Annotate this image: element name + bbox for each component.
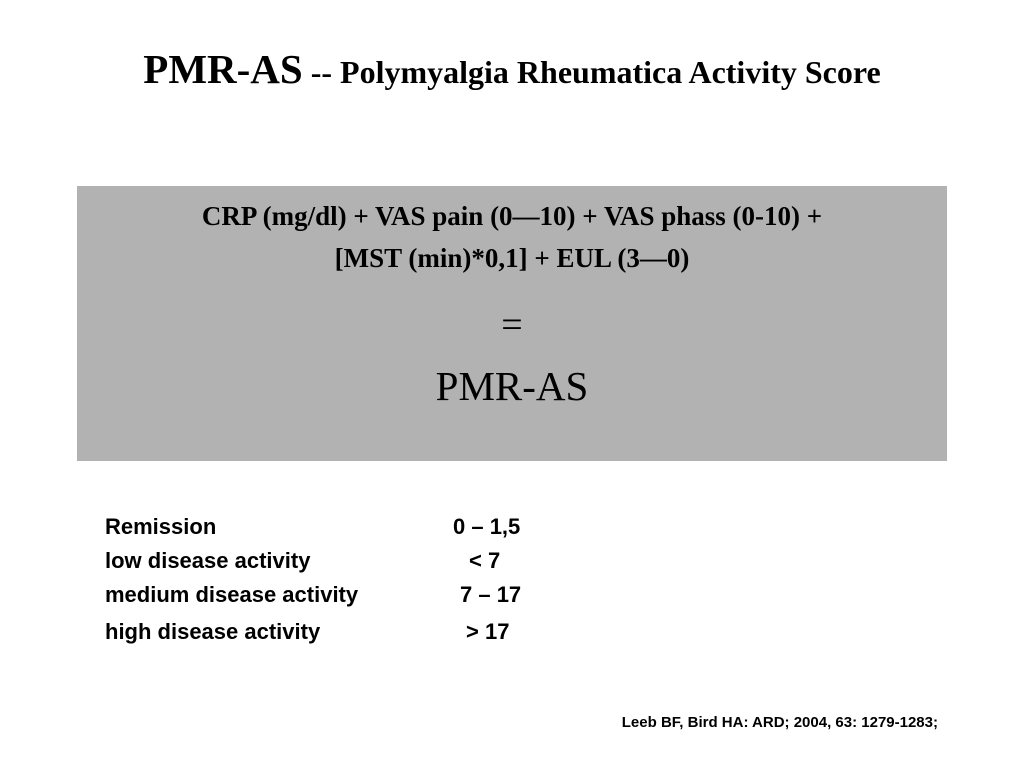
activity-level-label: high disease activity: [105, 619, 321, 644]
activity-level-row: [105, 619, 625, 653]
activity-level-value: > 17: [466, 619, 510, 644]
activity-level-row: [105, 582, 625, 616]
activity-levels-list: [105, 514, 625, 653]
activity-level-value: 0 – 1,5: [453, 514, 521, 539]
title-full-name: -- Polymyalgia Rheumatica Activity Score: [302, 54, 881, 90]
activity-level-label: medium disease activity: [105, 582, 359, 607]
activity-level-row: [105, 548, 625, 582]
activity-level-label: Remission: [105, 514, 217, 539]
activity-level-value: 7 – 17: [460, 582, 522, 607]
formula-box: [77, 186, 947, 461]
formula-line-1: CRP (mg/dl) + VAS pain (0—10) + VAS phass (0-10) +: [201, 201, 823, 231]
activity-level-row: [105, 514, 625, 548]
activity-level-value: < 7: [469, 548, 501, 573]
formula-result: PMR-AS: [435, 363, 589, 409]
formula-equals-sign: =: [501, 304, 523, 346]
slide-title: [60, 44, 964, 94]
citation: Leeb BF, Bird HA: ARD; 2004, 63: 1279-1283;: [621, 714, 938, 731]
activity-level-label: low disease activity: [105, 548, 311, 573]
title-abbreviation: PMR-AS: [143, 46, 303, 92]
formula-line-2: [MST (min)*0,1] + EUL (3—0): [334, 242, 690, 273]
formula-text: [97, 196, 927, 280]
